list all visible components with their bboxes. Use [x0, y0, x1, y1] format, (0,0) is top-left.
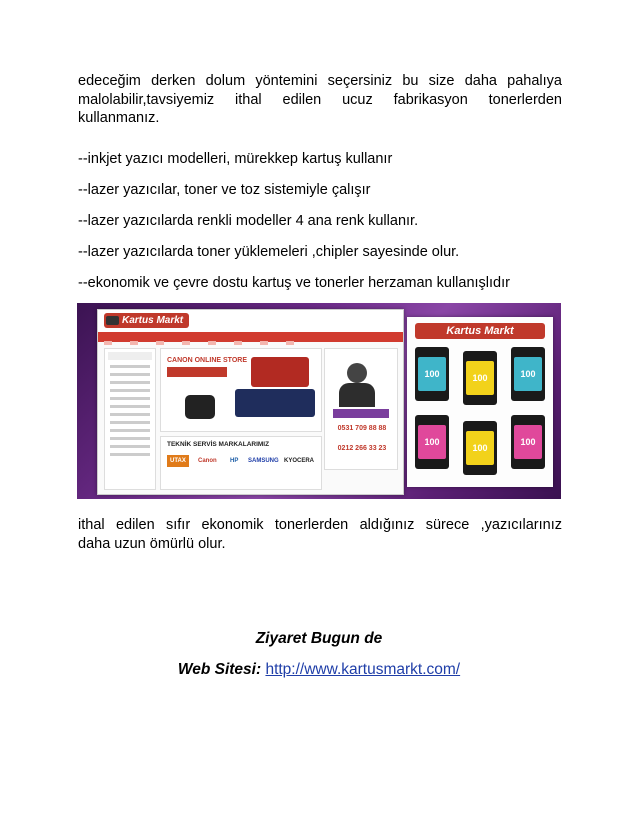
bullet-chip: --lazer yazıcılarda toner yüklemeleri ,chipler sayesinde olur.	[78, 244, 460, 260]
bullet-eco: --ekonomik ve çevre dostu kartuş ve tonerler herzaman kullanışlıdır	[78, 275, 510, 291]
intro-line-1: edeceğim derken dolum yöntemini seçersiniz bu size daha pahalıya	[78, 73, 562, 89]
brand-kyocera: KYOCERA	[284, 458, 315, 464]
website-label: Web Sitesi:	[177, 661, 262, 678]
website-line	[0, 661, 638, 679]
cartridge: 100	[511, 347, 545, 401]
intro-line-2: malolabilir,tavsiyemiz ithal edilen ucuz fabrikasyon tonerlerden	[78, 91, 562, 108]
camera-icon	[185, 395, 215, 419]
cartridge: 100	[415, 347, 449, 401]
cartridge: 100	[463, 421, 497, 475]
store-title: CANON ONLINE STORE	[167, 357, 247, 364]
bullet-inkjet: --inkjet yazıcı modelleri, mürekkep kartuş kullanır	[78, 151, 393, 167]
service-brands-panel	[160, 436, 322, 490]
brand-canon: Canon	[198, 458, 217, 464]
closing-line-2: daha uzun ömürlü olur.	[78, 535, 226, 552]
closing-line-1: ithal edilen sıfır ekonomik tonerlerden aldığınız sürece ,yazıcılarınız	[78, 517, 562, 533]
phone-number-2: 0212 266 33 23	[337, 445, 387, 452]
printer-icon	[106, 316, 119, 325]
lexmark-cartridges-image	[407, 317, 553, 487]
brand-samsung: SAMSUNG	[248, 458, 279, 464]
kartusmarkt-logo: Kartus Markt	[415, 323, 545, 339]
brand-hp: HP	[230, 458, 239, 464]
site-category-sidebar	[104, 348, 156, 490]
printer-icon	[235, 389, 315, 417]
support-agent-panel	[324, 348, 398, 470]
intro-paragraph	[78, 72, 562, 128]
agent-avatar	[347, 363, 367, 383]
canon-store-banner	[160, 348, 322, 432]
phone-number-1: 0531 709 88 88	[337, 425, 387, 432]
bullet-laser: --lazer yazıcılar, toner ve toz sistemiyle çalışır	[78, 182, 371, 198]
services-title: TEKNİK SERVİS MARKALARIMIZ	[167, 441, 270, 448]
site-nav-bar	[98, 332, 403, 342]
promo-banner-image	[77, 303, 561, 499]
visit-heading: Ziyaret Bugun de	[255, 630, 383, 647]
cartridge: 100	[415, 415, 449, 469]
bullet-color: --lazer yazıcılarda renkli modeller 4 ana renk kullanır.	[78, 213, 419, 229]
closing-paragraph	[78, 516, 562, 553]
intro-line-3: kullanmanız.	[78, 110, 160, 126]
website-screenshot	[97, 309, 404, 495]
cartridge: 100	[511, 415, 545, 469]
cartridge: 100	[463, 351, 497, 405]
kartusmarkt-logo: Kartus Markt	[104, 313, 189, 328]
brand-utax: UTAX	[167, 455, 189, 467]
printer-icon	[251, 357, 309, 387]
website-link[interactable]: http://www.kartusmarkt.com/	[265, 661, 461, 678]
